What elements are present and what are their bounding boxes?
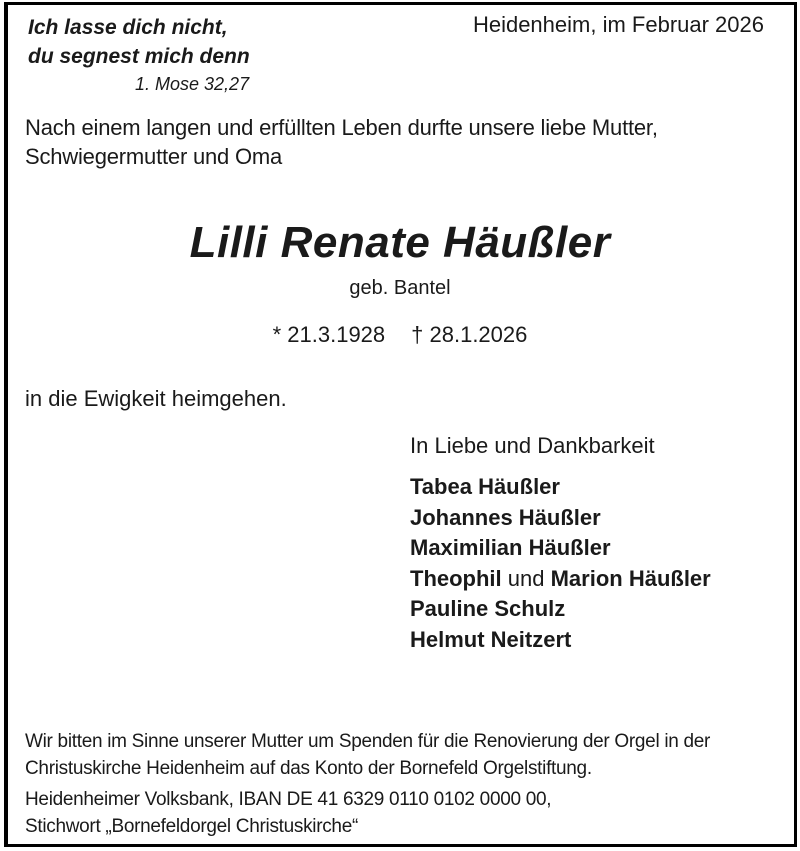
deceased-name: Lilli Renate Häußler <box>189 218 611 267</box>
donation-line-2: Christuskirche Heidenheim auf das Konto der Bornefeld Orgelstiftung. <box>25 758 592 779</box>
intro-line-2: Schwiegermutter und Oma <box>25 144 283 169</box>
mourner-name: Johannes Häußler <box>410 504 601 530</box>
donation-line-4: Stichwort „Bornefeldorgel Christuskirche“ <box>25 816 358 837</box>
verse-reference: 1. Mose 32,27 <box>135 74 250 94</box>
mourner-name <box>410 564 711 595</box>
mourner-name: Pauline Schulz <box>410 596 566 621</box>
donation-note <box>25 728 710 840</box>
mourner-connector: und <box>501 565 551 591</box>
intro-line-1: Nach einem langen und erfüllten Leben durfte unsere liebe Mutter, <box>25 115 658 140</box>
maiden-name: geb. Bantel <box>349 277 451 299</box>
life-dates <box>0 322 800 348</box>
intro-paragraph <box>25 113 658 171</box>
mourner-name: Maximilian Häußler <box>410 535 611 560</box>
birth-date: * 21.3.1928 <box>272 322 386 347</box>
mourner-name: Tabea Häußler <box>410 474 560 499</box>
donation-line-1: Wir bitten im Sinne unserer Mutter um Spenden für die Renovierung der Orgel in der <box>25 731 711 752</box>
death-date: † 28.1.2026 <box>411 322 528 347</box>
dateline: Heidenheim, im Februar 2026 <box>472 12 764 37</box>
tribute-line: In Liebe und Dankbarkeit <box>410 433 655 458</box>
mourner-name-part: Marion Häußler <box>550 565 711 591</box>
mourner-name-part: Theophil <box>410 565 502 591</box>
closing-line: in die Ewigkeit heimgehen. <box>25 386 287 411</box>
mourners-list <box>410 472 711 655</box>
verse-line-2: du segnest mich denn <box>28 45 250 68</box>
bible-verse <box>28 13 250 96</box>
donation-line-3: Heidenheimer Volksbank, IBAN DE 41 6329 0110 0102 0000 00, <box>25 789 552 810</box>
verse-line-1: Ich lasse dich nicht, <box>28 16 228 39</box>
mourner-name: Helmut Neitzert <box>410 626 572 652</box>
